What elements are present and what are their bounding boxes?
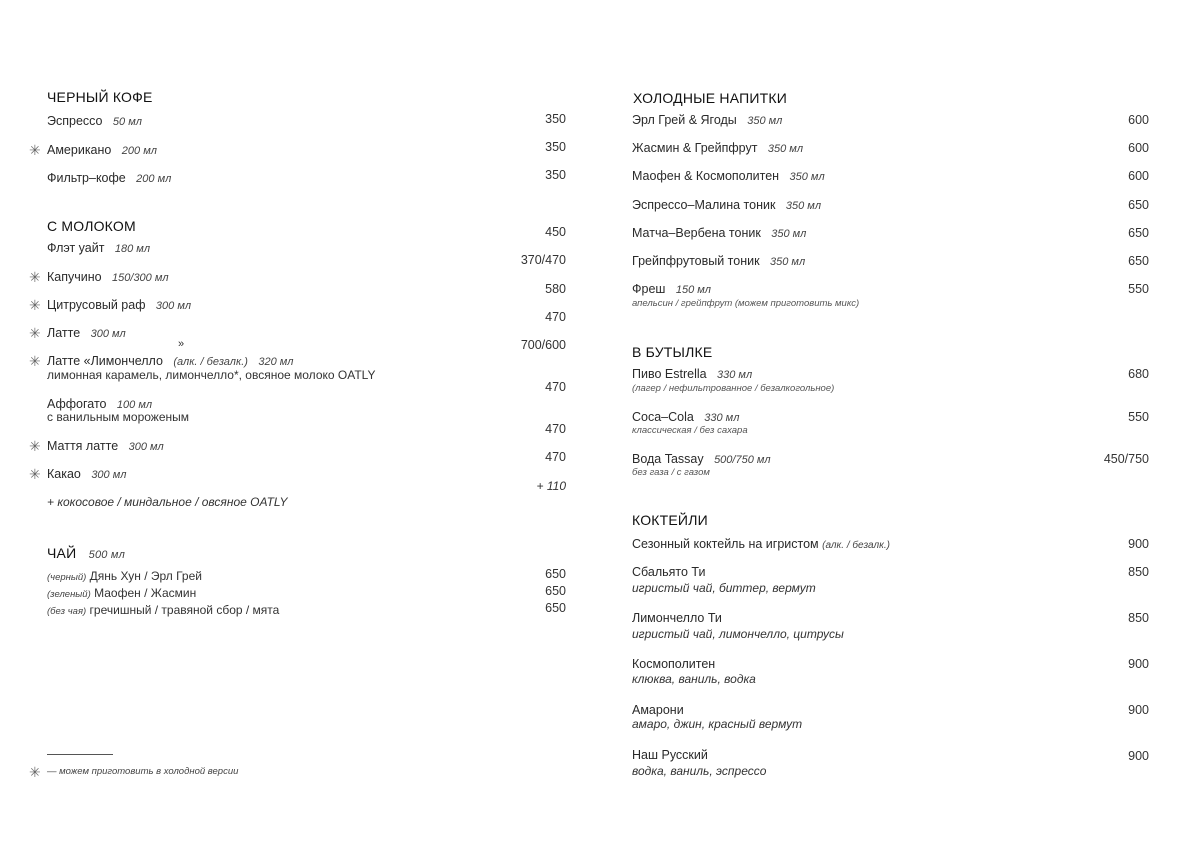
item-name: Эспрессо–Малина тоник xyxy=(632,198,776,212)
item-price: 900 xyxy=(1128,537,1149,551)
item-volume: 150 мл xyxy=(675,284,712,296)
section-title: С МОЛОКОМ xyxy=(47,218,136,234)
menu-item xyxy=(632,367,752,381)
item-subtitle: без газа / с газом xyxy=(632,467,710,478)
item-volume: 150/300 мл xyxy=(112,272,169,284)
menu-item xyxy=(632,141,803,155)
item-description: клюква, ваниль, водка xyxy=(632,672,756,686)
menu-item xyxy=(47,397,152,411)
item-name: Американо xyxy=(47,143,112,157)
snowflake-icon: ✳ xyxy=(29,269,41,285)
item-description: с ванильным мороженым xyxy=(47,410,190,424)
menu-item xyxy=(47,354,294,368)
snowflake-icon: ✳ xyxy=(29,764,41,780)
section-title: ХОЛОДНЫЕ НАПИТКИ xyxy=(633,90,787,106)
item-note: (алк. / безалк.) xyxy=(822,540,890,551)
item-price: 900 xyxy=(1128,749,1149,763)
item-price: 550 xyxy=(1128,410,1149,424)
item-price: 370/470 xyxy=(520,253,566,267)
item-price: 700/600 xyxy=(520,338,566,352)
item-name: Маття латте xyxy=(47,439,119,453)
menu-item xyxy=(47,467,126,481)
item-name: Аффогато xyxy=(47,397,107,411)
menu-item xyxy=(47,241,150,255)
item-name: Космополитен xyxy=(632,657,716,671)
item-name: Вода Tassay xyxy=(632,452,704,466)
menu-item xyxy=(632,198,821,212)
item-name: Эрл Грей & Ягоды xyxy=(632,113,737,127)
item-name: Флэт уайт xyxy=(47,241,105,255)
item-price: 850 xyxy=(1128,565,1149,579)
item-price: 470 xyxy=(545,422,566,436)
item-description: амаро, джин, красный вермут xyxy=(632,717,803,731)
menu-item xyxy=(632,282,711,296)
menu-item xyxy=(47,143,157,157)
item-price: 680 xyxy=(1128,367,1149,381)
item-name: Цитрусовый раф xyxy=(47,298,146,312)
item-volume: 300 мл xyxy=(91,469,127,481)
item-name: Грейпфрутовый тоник xyxy=(632,254,760,268)
item-volume: 180 мл xyxy=(114,243,151,255)
item-volume: 200 мл xyxy=(136,173,172,185)
tea-kind: (зеленый) xyxy=(47,589,91,600)
tea-kind: (без чая) xyxy=(47,606,87,617)
item-price: 550 xyxy=(1128,282,1149,296)
item-volume: 200 мл xyxy=(121,145,157,157)
menu-item xyxy=(47,270,169,284)
item-note: (алк. / безалк.) xyxy=(173,356,248,368)
menu-item xyxy=(632,254,805,268)
tea-volume: 500 мл xyxy=(88,549,125,561)
section-title xyxy=(47,545,125,561)
item-name: Дянь Хун / Эрл Грей xyxy=(89,569,202,583)
milk-addon: + кокосовое / миндальное / овсяное OATLY xyxy=(47,495,288,509)
section-title: КОКТЕЙЛИ xyxy=(632,512,708,528)
item-volume: 350 мл xyxy=(785,200,822,212)
item-description: водка, ваниль, эспрессо xyxy=(632,764,767,778)
item-description: лимонная карамель, лимончелло*, овсяное молоко OATLY xyxy=(47,368,376,382)
item-price: 650 xyxy=(545,567,566,581)
menu-item xyxy=(632,452,771,466)
item-name: Фреш xyxy=(632,282,666,296)
item-volume: 500/750 мл xyxy=(714,454,771,466)
item-price: 900 xyxy=(1128,657,1149,671)
footnote: — можем приготовить в холодной версии xyxy=(47,766,239,777)
quote-mark: » xyxy=(178,338,185,350)
item-name: Амарони xyxy=(632,703,684,717)
item-subtitle: апельсин / грейпфрут (можем приготовить микс) xyxy=(632,298,860,309)
snowflake-icon: ✳ xyxy=(29,466,41,482)
item-price: 450/750 xyxy=(1103,452,1149,466)
item-volume: 350 мл xyxy=(771,228,807,240)
item-volume: 300 мл xyxy=(155,300,192,312)
item-price: 600 xyxy=(1128,113,1149,127)
menu-item xyxy=(47,171,171,185)
item-volume: 350 мл xyxy=(789,171,825,183)
snowflake-icon: ✳ xyxy=(29,325,41,341)
section-title: В БУТЫЛКЕ xyxy=(632,344,713,360)
item-volume: 320 мл xyxy=(258,356,294,368)
item-name: Сбальято Ти xyxy=(632,565,706,579)
item-volume: 330 мл xyxy=(704,412,740,424)
item-price: 650 xyxy=(545,601,566,615)
menu-item xyxy=(47,569,202,583)
item-price: 600 xyxy=(1128,169,1149,183)
item-volume: 350 мл xyxy=(747,115,783,127)
item-price: 350 xyxy=(545,168,566,182)
item-price: 470 xyxy=(545,380,566,394)
menu-item xyxy=(632,410,739,424)
item-name: Маофен / Жасмин xyxy=(94,586,197,600)
item-price: 850 xyxy=(1128,611,1149,625)
item-volume: 100 мл xyxy=(116,399,153,411)
item-description: игристый чай, биттер, вермут xyxy=(632,581,816,595)
item-name: Наш Русский xyxy=(632,748,708,762)
snowflake-icon: ✳ xyxy=(29,353,41,369)
item-price: 650 xyxy=(545,584,566,598)
item-price: 650 xyxy=(1128,226,1149,240)
menu-item xyxy=(632,226,806,240)
snowflake-icon: ✳ xyxy=(29,297,41,313)
item-name: Сезонный коктейль на игристом xyxy=(632,537,819,551)
footnote-divider xyxy=(47,754,113,755)
menu-item xyxy=(632,537,890,551)
item-description: игристый чай, лимончелло, цитрусы xyxy=(632,627,844,641)
snowflake-icon: ✳ xyxy=(29,438,41,454)
item-volume: 50 мл xyxy=(112,116,142,128)
item-volume: 300 мл xyxy=(128,441,164,453)
menu-item xyxy=(47,603,279,617)
item-price: 350 xyxy=(545,112,566,126)
section-title: ЧЕРНЫЙ КОФЕ xyxy=(47,89,153,105)
item-name: Coca–Cola xyxy=(632,410,694,424)
item-price: 470 xyxy=(545,450,566,464)
snowflake-icon: ✳ xyxy=(29,142,41,158)
item-name: Лимончелло Ти xyxy=(632,611,722,625)
item-price: 470 xyxy=(545,310,566,324)
item-price: 900 xyxy=(1128,703,1149,717)
item-price: 350 xyxy=(545,140,566,154)
item-name: Капучино xyxy=(47,270,102,284)
item-name: Пиво Estrella xyxy=(632,367,707,381)
item-name: Фильтр–кофе xyxy=(47,171,126,185)
item-price: 450 xyxy=(545,225,566,239)
item-name: Жасмин & Грейпфрут xyxy=(632,141,758,155)
menu-item xyxy=(47,586,196,600)
item-name: Матча–Вербена тоник xyxy=(632,226,761,240)
item-volume: 350 мл xyxy=(770,256,806,268)
item-price: 650 xyxy=(1128,198,1149,212)
menu-item xyxy=(47,439,164,453)
item-name: гречишный / травяной сбор / мята xyxy=(89,603,280,617)
item-subtitle: (лагер / нефильтрованное / безалкогольное) xyxy=(632,383,835,394)
menu-item xyxy=(47,326,126,340)
menu-item xyxy=(47,298,191,312)
menu-item xyxy=(632,113,782,127)
item-name: Маофен & Космополитен xyxy=(632,169,780,183)
addon-price: + 110 xyxy=(536,479,566,493)
item-name: Какао xyxy=(47,467,81,481)
menu-item xyxy=(47,114,142,128)
item-volume: 350 мл xyxy=(767,143,804,155)
item-price: 650 xyxy=(1128,254,1149,268)
item-volume: 300 мл xyxy=(90,328,126,340)
item-name: Латте xyxy=(47,326,81,340)
item-name: Латте «Лимончелло xyxy=(47,354,163,368)
item-volume: 330 мл xyxy=(717,369,753,381)
section-title-text: ЧАЙ xyxy=(47,545,77,561)
item-price: 600 xyxy=(1128,141,1149,155)
item-name: Эспрессо xyxy=(47,114,103,128)
menu-item xyxy=(632,169,825,183)
item-subtitle: классическая / без сахара xyxy=(632,425,748,436)
item-price: 580 xyxy=(545,282,566,296)
tea-kind: (черный) xyxy=(47,572,87,583)
